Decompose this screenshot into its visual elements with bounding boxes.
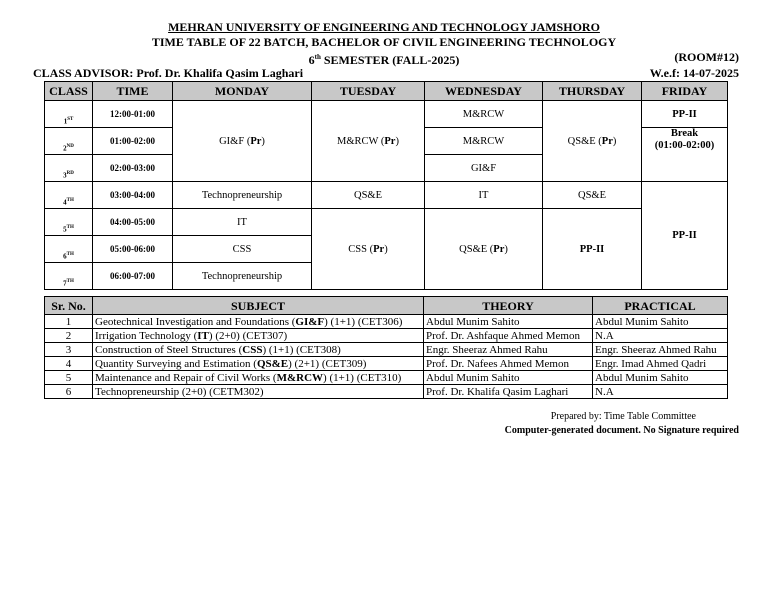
col-header-subject: SUBJECT: [93, 297, 424, 315]
thursday-cell: PP-II: [543, 209, 642, 290]
tuesday-cell: CSS (Pr): [312, 209, 425, 290]
friday-cell: PP-II: [642, 182, 728, 290]
sr-no-cell: 2: [45, 329, 93, 343]
class-number: 3RD: [45, 155, 93, 182]
monday-cell: Technopreneurship: [173, 263, 312, 290]
class-number: 4TH: [45, 182, 93, 209]
theory-teacher-cell: Abdul Munim Sahito: [424, 315, 593, 329]
monday-cell: IT: [173, 209, 312, 236]
time-slot: 06:00-07:00: [93, 263, 173, 290]
thursday-cell: QS&E (Pr): [543, 101, 642, 182]
theory-teacher-cell: Prof. Dr. Ashfaque Ahmed Memon: [424, 329, 593, 343]
prepared-by: Prepared by: Time Table Committee: [550, 411, 696, 422]
col-header-thursday: THURSDAY: [543, 82, 642, 101]
col-header-class: CLASS: [45, 82, 93, 101]
subjects-header-row: [45, 297, 728, 315]
room-label: (ROOM#12): [674, 50, 739, 64]
col-header-practical: PRACTICAL: [593, 297, 728, 315]
subject-cell: Maintenance and Repair of Civil Works (M&RCW) (1+1) (CET310): [93, 371, 424, 385]
semester-title: 6th SEMESTER (FALL-2025): [308, 53, 460, 67]
class-advisor: CLASS ADVISOR: Prof. Dr. Khalifa Qasim Laghari: [33, 66, 304, 80]
practical-teacher-cell: Abdul Munim Sahito: [593, 315, 728, 329]
timetable-header-row: [45, 82, 728, 101]
subject-row: [45, 343, 728, 357]
signature-note: Computer-generated document. No Signature required: [504, 425, 739, 436]
timetable-row: [45, 209, 728, 236]
subject-row: [45, 357, 728, 371]
time-slot: 03:00-04:00: [93, 182, 173, 209]
sr-no-cell: 3: [45, 343, 93, 357]
theory-teacher-cell: Prof. Dr. Nafees Ahmed Memon: [424, 357, 593, 371]
program-title: TIME TABLE OF 22 BATCH, BACHELOR OF CIVIL ENGINEERING TECHNOLOGY: [151, 35, 617, 49]
class-number: 2ND: [45, 128, 93, 155]
wednesday-cell: GI&F: [425, 155, 543, 182]
subject-cell: Technopreneurship (2+0) (CETM302): [93, 385, 424, 399]
timetable-row: [45, 101, 728, 128]
wednesday-cell: M&RCW: [425, 128, 543, 155]
timetable-row: [45, 182, 728, 209]
col-header-wednesday: WEDNESDAY: [425, 82, 543, 101]
subjects-table: [44, 296, 728, 399]
subject-cell: Construction of Steel Structures (CSS) (1+1) (CET308): [93, 343, 424, 357]
theory-teacher-cell: Engr. Sheeraz Ahmed Rahu: [424, 343, 593, 357]
col-header-time: TIME: [93, 82, 173, 101]
sr-no-cell: 6: [45, 385, 93, 399]
practical-teacher-cell: N.A: [593, 329, 728, 343]
sr-no-cell: 1: [45, 315, 93, 329]
friday-break-cell: Break (01:00-02:00): [642, 128, 728, 182]
col-header-tuesday: TUESDAY: [312, 82, 425, 101]
time-slot: 12:00-01:00: [93, 101, 173, 128]
timetable: [44, 81, 728, 290]
practical-teacher-cell: Engr. Imad Ahmed Qadri: [593, 357, 728, 371]
time-slot: 01:00-02:00: [93, 128, 173, 155]
subject-row: [45, 315, 728, 329]
sr-no-cell: 5: [45, 371, 93, 385]
practical-teacher-cell: N.A: [593, 385, 728, 399]
theory-teacher-cell: Abdul Munim Sahito: [424, 371, 593, 385]
col-header-friday: FRIDAY: [642, 82, 728, 101]
theory-teacher-cell: Prof. Dr. Khalifa Qasim Laghari: [424, 385, 593, 399]
friday-cell: PP-II: [642, 101, 728, 128]
class-number: 6TH: [45, 236, 93, 263]
monday-cell: Technopreneurship: [173, 182, 312, 209]
time-slot: 04:00-05:00: [93, 209, 173, 236]
class-number: 1ST: [45, 101, 93, 128]
tuesday-cell: M&RCW (Pr): [312, 101, 425, 182]
monday-cell: GI&F (Pr): [173, 101, 312, 182]
time-slot: 02:00-03:00: [93, 155, 173, 182]
thursday-cell: QS&E: [543, 182, 642, 209]
subject-cell: Irrigation Technology (IT) (2+0) (CET307): [93, 329, 424, 343]
practical-teacher-cell: Engr. Sheeraz Ahmed Rahu: [593, 343, 728, 357]
wednesday-cell: M&RCW: [425, 101, 543, 128]
tuesday-cell: QS&E: [312, 182, 425, 209]
col-header-monday: MONDAY: [173, 82, 312, 101]
col-header-sr-no: Sr. No.: [45, 297, 93, 315]
monday-cell: CSS: [173, 236, 312, 263]
wednesday-cell: QS&E (Pr): [425, 209, 543, 290]
class-number: 7TH: [45, 263, 93, 290]
subject-row: [45, 329, 728, 343]
university-title: MEHRAN UNIVERSITY OF ENGINEERING AND TECHNOLOGY JAMSHORO: [168, 20, 600, 34]
subject-row: [45, 385, 728, 399]
col-header-theory: THEORY: [424, 297, 593, 315]
class-number: 5TH: [45, 209, 93, 236]
time-slot: 05:00-06:00: [93, 236, 173, 263]
wednesday-cell: IT: [425, 182, 543, 209]
subject-cell: Quantity Surveying and Estimation (QS&E) (2+1) (CET309): [93, 357, 424, 371]
subject-cell: Geotechnical Investigation and Foundations (GI&F) (1+1) (CET306): [93, 315, 424, 329]
practical-teacher-cell: Abdul Munim Sahito: [593, 371, 728, 385]
effective-date: W.e.f: 14-07-2025: [649, 66, 739, 80]
subject-row: [45, 371, 728, 385]
sr-no-cell: 4: [45, 357, 93, 371]
